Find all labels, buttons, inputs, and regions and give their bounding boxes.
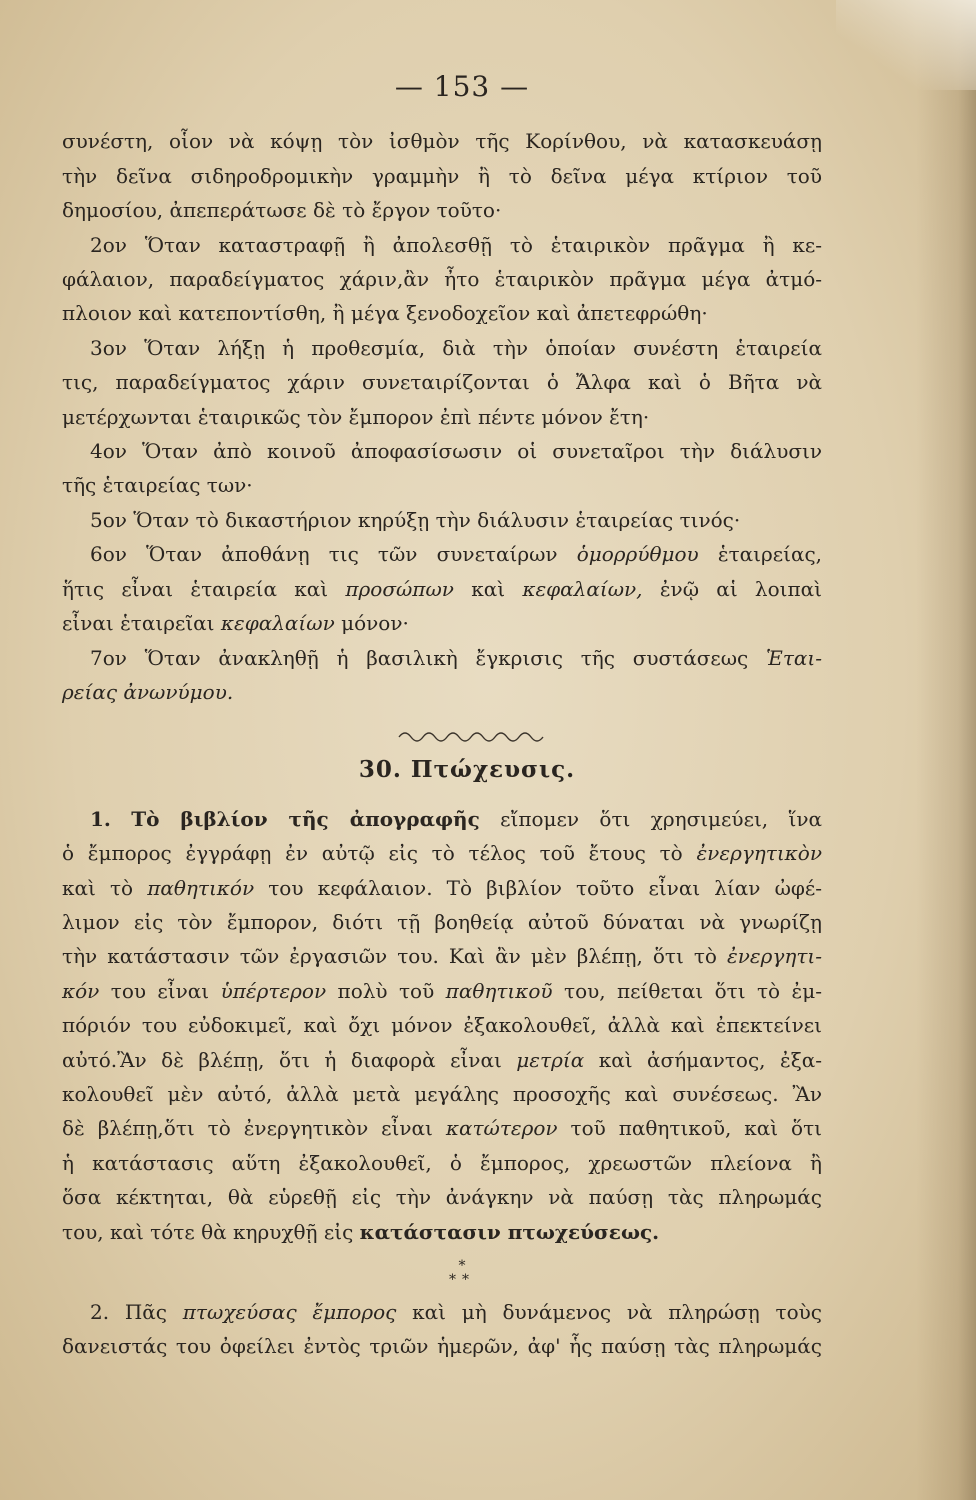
bold-term: κατάστασιν πτωχεύσεως. <box>359 1219 660 1244</box>
text-line: τὴν δεῖνα σιδηροδρομικὴν γραμμὴν ἢ τὸ δεῖνα μέγα κτίριον τοῦ <box>62 163 822 188</box>
text-run: αὐτό.Ἂν δὲ βλέπῃ, ὅτι ἡ διαφορὰ εἶναι <box>62 1047 502 1072</box>
italic-term: πτωχεύσας ἔμπορος <box>182 1300 397 1324</box>
text-line: δανειστάς του ὀφείλει ἐντὸς τριῶν ἡμερῶν, ἀφ' ἧς παύσῃ τὰς πληρωμάς <box>62 1334 822 1359</box>
page-text <box>62 70 822 1364</box>
text-line: ἡ κατάστασις αὕτη ἐξακολουθεῖ, ὁ ἔμπορος, χρεωστῶν πλείονα ἢ <box>62 1150 822 1175</box>
text-line: 5ον Ὅταν τὸ δικαστήριον κηρύξῃ τὴν διάλυσιν ἑταιρείας τινός· <box>90 507 741 532</box>
text-line: μετέρχωνται ἑταιρικῶς τὸν ἔμπορον ἐπὶ πέντε μόνον ἔτη· <box>62 404 650 429</box>
text-line: φάλαιον, παραδείγματος χάριν,ἂν ἦτο ἑταιρικὸν πρᾶγμα μέγα ἀτμό- <box>62 267 822 292</box>
text-line <box>62 939 822 973</box>
text-line: πόριόν του εὐδοκιμεῖ, καὶ ὄχι μόνον ἐξακολουθεῖ, ἀλλὰ καὶ ἐπεκτείνει <box>62 1013 822 1038</box>
text-line: δημοσίου, ἀπεπεράτωσε δὲ τὸ ἔργον τοῦτο· <box>62 198 502 223</box>
text-run: εἶναι ἑταιρεῖαι <box>62 611 215 636</box>
text-run: καὶ μὴ δυνάμενος νὰ πληρώσῃ τοὺς <box>412 1300 823 1324</box>
text-line <box>62 1215 822 1249</box>
text-line: τῆς ἑταιρείας των· <box>62 473 253 498</box>
page-corner-wear <box>836 0 976 90</box>
page-edge-shadow <box>916 0 976 1500</box>
text-run: ἥτις εἶναι ἑταιρεία καὶ <box>62 576 329 601</box>
text-line: 4ον Ὅταν ἀπὸ κοινοῦ ἀποφασίσωσιν οἱ συνεταῖροι τὴν διάλυσιν <box>90 439 822 464</box>
text-line: 3ον Ὅταν λήξῃ ἡ προθεσμία, διὰ τὴν ὁποίαν συνέστη ἑταιρεία <box>90 335 822 360</box>
italic-term: κεφαλαίων, <box>522 576 643 601</box>
text-run: μόνον· <box>341 611 409 636</box>
text-run: του εἶναι <box>110 978 210 1003</box>
text-line <box>62 1111 822 1145</box>
italic-term: κόν <box>62 978 100 1003</box>
text-run: ἐνῷ αἱ λοιπαὶ <box>659 576 822 601</box>
text-run: καὶ ἀσήμαντος, ἐξα- <box>598 1047 823 1072</box>
section-title: 30. Πτώχευσις. <box>358 756 576 784</box>
text-line: ὅσα κέκτηται, θὰ εὑρεθῇ εἰς τὴν ἀνάγκην νὰ παύσῃ τὰς πληρωμάς <box>62 1185 822 1210</box>
text-run: 7ον Ὅταν ἀνακληθῇ ἡ βασιλικὴ ἔγκρισις τῆς συστάσεως <box>90 645 749 670</box>
italic-term: ἐνεργητικὸν <box>696 841 822 866</box>
text-run: καὶ τὸ <box>62 875 134 900</box>
italic-term: κατώτερον <box>445 1116 558 1141</box>
italic-term: παθητικοῦ <box>445 978 553 1003</box>
text-line <box>62 802 822 836</box>
text-run: του, καὶ τότε θὰ κηρυχθῇ εἰς <box>62 1219 354 1244</box>
text-line <box>62 606 822 640</box>
text-run: 1. <box>90 806 111 831</box>
text-run: ὁ ἔμπορος ἐγγράφῃ ἐν αὐτῷ εἰς τὸ τέλος τοῦ ἔτους τὸ <box>62 841 683 866</box>
text-line: κολουθεῖ μὲν αὐτό, ἀλλὰ μετὰ μεγάλης προσοχῆς καὶ συνέσεως. Ἂν <box>62 1081 822 1106</box>
text-line <box>62 836 822 870</box>
page-number: — 153 — <box>394 70 530 103</box>
text-run: τοῦ παθητικοῦ, καὶ ὅτι <box>570 1116 822 1141</box>
asterism-top: * <box>458 1258 466 1274</box>
asterism <box>62 1259 822 1287</box>
italic-term: ἐνεργητι- <box>727 944 822 969</box>
text-run: δὲ βλέπῃ,ὅτι τὸ ἐνεργητικὸν εἶναι <box>62 1116 433 1141</box>
text-run: του κεφάλαιον. Τὸ βιβλίον τοῦτο εἶναι λίαν ὠφέ- <box>268 875 823 900</box>
text-run: καὶ <box>471 576 506 601</box>
text-run: εἴπομεν ὅτι χρησιμεύει, ἵνα <box>500 806 822 831</box>
italic-term: παθητικόν <box>147 875 255 900</box>
wavy-divider-icon <box>397 727 547 747</box>
asterism-bottom: ** <box>449 1272 475 1288</box>
text-run: ἑταιρείας, <box>717 542 823 567</box>
text-line <box>62 974 822 1008</box>
italic-term: προσώπων <box>345 576 454 601</box>
text-line <box>62 1295 822 1329</box>
text-line: συνέστη, οἷον νὰ κόψῃ τὸν ἰσθμὸν τῆς Κορίνθου, νὰ κατασκευάσῃ <box>62 129 822 154</box>
italic-term: μετρία <box>516 1047 585 1072</box>
text-line: λιμον εἰς τὸν ἔμπορον, διότι τῇ βοηθείᾳ αὐτοῦ δύναται νὰ γνωρίζῃ <box>62 909 822 934</box>
italic-term: κεφαλαίων <box>220 611 335 636</box>
text-line <box>62 537 822 571</box>
text-run: πολὺ τοῦ <box>337 978 435 1003</box>
text-run: του, πείθεται ὅτι τὸ ἐμ- <box>564 978 822 1003</box>
text-line: πλοιον καὶ κατεποντίσθη, ἢ μέγα ξενοδοχεῖον καὶ ἀπετεφρώθη· <box>62 301 708 326</box>
text-line <box>62 1043 822 1077</box>
italic-term: ρείας ἀνωνύμου. <box>62 679 234 704</box>
text-line <box>62 572 822 606</box>
bold-term: Τὸ βιβλίον τῆς ἀπογραφῆς <box>131 806 480 831</box>
text-line <box>62 675 822 709</box>
italic-term: ὑπέρτερον <box>220 978 327 1003</box>
text-run: τὴν κατάστασιν τῶν ἐργασιῶν του. Καὶ ἂν μὲν βλέπῃ, ὅτι τὸ <box>62 944 717 969</box>
wavy-divider <box>62 723 822 745</box>
text-run: 2. Πᾶς <box>90 1300 167 1324</box>
italic-term: ὁμορρύθμου <box>576 542 699 567</box>
text-line <box>62 871 822 905</box>
italic-term: Ἑται- <box>766 645 822 670</box>
text-line <box>62 641 822 675</box>
text-run: 6ον Ὅταν ἀποθάνῃ τις τῶν συνεταίρων <box>90 542 558 567</box>
text-line: 2ον Ὅταν καταστραφῇ ἢ ἀπολεσθῇ τὸ ἑταιρικὸν πρᾶγμα ἢ κε- <box>90 232 822 257</box>
text-line: τις, παραδείγματος χάριν συνεταιρίζονται ὁ Ἄλφα καὶ ὁ Βῆτα νὰ <box>62 370 822 395</box>
